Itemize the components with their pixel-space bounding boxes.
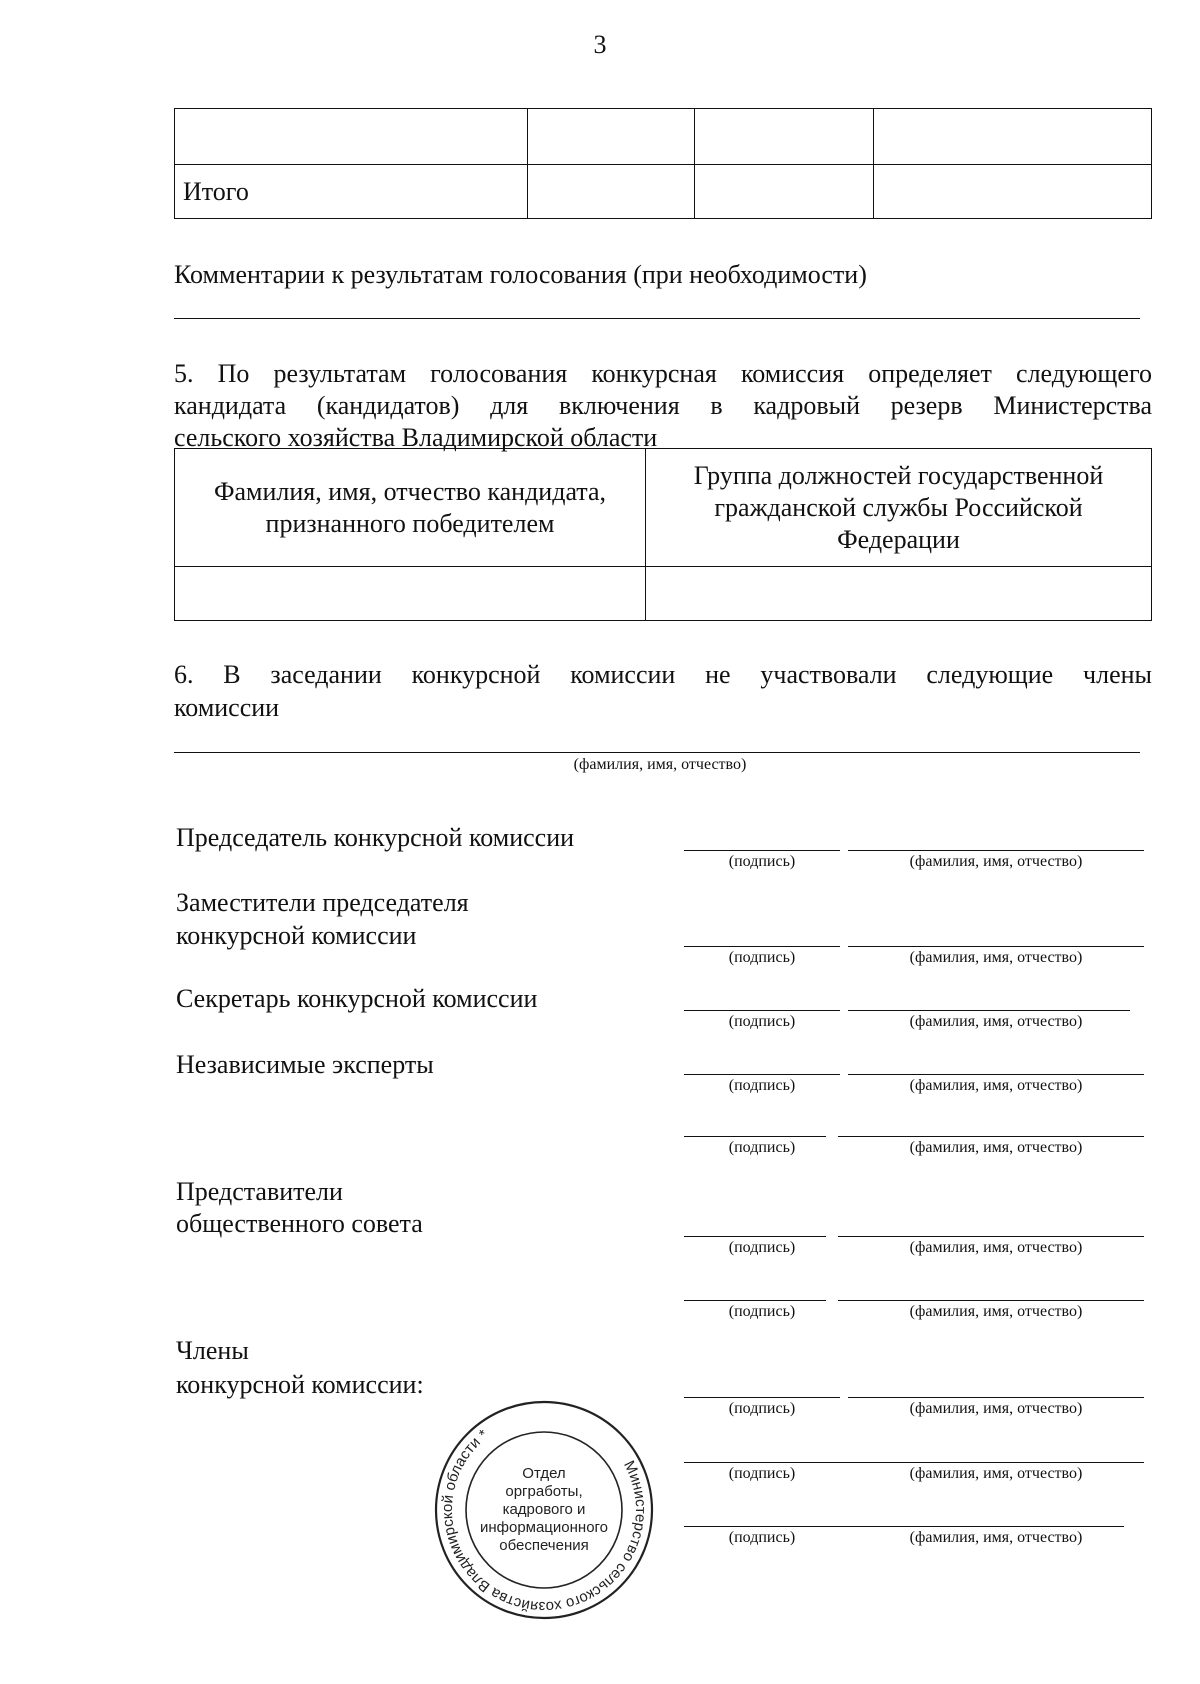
total-cell: Итого [175, 165, 528, 219]
chair-label: Председатель конкурсной комиссии [176, 823, 575, 852]
section5-line-3: сельского хозяйства Владимирской области [174, 423, 658, 452]
stamp-center-line: Отдел [522, 1465, 566, 1482]
signature-name-line [684, 1462, 1144, 1463]
name-line [848, 946, 1144, 947]
signature-line [684, 1397, 840, 1398]
stamp-center-line: оргработы, [505, 1483, 583, 1500]
deputies-label-2: конкурсной комиссии [176, 921, 417, 950]
table-cell [528, 109, 695, 165]
signature-line [684, 1236, 826, 1237]
table-cell [175, 109, 528, 165]
signature-caption: (подпись) [728, 1239, 796, 1256]
table-cell [695, 165, 874, 219]
name-caption: (фамилия, имя, отчество) [909, 1077, 1083, 1094]
signature-line [684, 850, 840, 851]
signature-caption: (подпись) [728, 1465, 796, 1482]
comments-line [174, 318, 1140, 319]
name-caption: (фамилия, имя, отчество) [909, 1013, 1083, 1030]
table-cell [646, 567, 1152, 621]
name-caption: (фамилия, имя, отчество) [909, 949, 1083, 966]
official-stamp [432, 1398, 656, 1622]
members-label-2: конкурсной комиссии: [176, 1370, 424, 1399]
table-cell [175, 567, 646, 621]
table-cell [695, 109, 874, 165]
experts-label: Независимые эксперты [176, 1050, 434, 1079]
name-caption: (фамилия, имя, отчество) [909, 1239, 1083, 1256]
signature-caption: (подпись) [728, 1303, 796, 1320]
council-label-2: общественного совета [176, 1209, 423, 1238]
header-position-group: Группа должностей государственной гражданской службы Российской Федерации [646, 449, 1152, 567]
winner-table [174, 448, 1152, 621]
results-table [174, 108, 1152, 219]
absent-members-line [174, 752, 1140, 753]
table-cell [874, 165, 1152, 219]
name-caption: (фамилия, имя, отчество) [909, 1400, 1083, 1417]
signature-caption: (подпись) [728, 1013, 796, 1030]
name-line [848, 1074, 1144, 1075]
signature-caption: (подпись) [728, 853, 796, 870]
name-line [848, 1010, 1130, 1011]
secretary-label: Секретарь конкурсной комиссии [176, 984, 538, 1013]
page-number: 3 [593, 30, 607, 59]
table-row [175, 109, 1152, 165]
name-line [838, 1236, 1144, 1237]
name-caption: (фамилия, имя, отчество) [909, 1529, 1083, 1546]
name-caption: (фамилия, имя, отчество) [909, 1465, 1083, 1482]
section6-line-2: комиссии [174, 693, 280, 722]
signature-caption: (подпись) [728, 1139, 796, 1156]
members-label-1: Члены [176, 1336, 249, 1365]
name-caption: (фамилия, имя, отчество) [909, 853, 1083, 870]
section6-line-1: 6. В заседании конкурсной комиссии не участвовали следующие члены [174, 660, 1152, 689]
signature-caption: (подпись) [728, 1400, 796, 1417]
signature-caption: (подпись) [728, 1529, 796, 1546]
name-line [838, 1136, 1144, 1137]
table-row [175, 165, 1152, 219]
absent-members-caption: (фамилия, имя, отчество) [573, 756, 747, 773]
name-line [848, 850, 1144, 851]
stamp-center-line: кадрового и [502, 1501, 586, 1518]
council-label-1: Представители [176, 1177, 343, 1206]
table-cell [874, 109, 1152, 165]
name-line [848, 1397, 1144, 1398]
stamp-center-line: обеспечения [499, 1537, 589, 1554]
section5-line-2: кандидата (кандидатов) для включения в кадровый резерв Министерства [174, 391, 1152, 420]
deputies-label-1: Заместители председателя [176, 888, 469, 917]
table-cell [528, 165, 695, 219]
stamp-center-line: информационного [479, 1519, 609, 1536]
table-header-row [175, 449, 1152, 567]
signature-caption: (подпись) [728, 949, 796, 966]
signature-line [684, 946, 840, 947]
name-line [838, 1300, 1144, 1301]
comments-label: Комментарии к результатам голосования (при необходимости) [174, 260, 867, 289]
signature-name-line [684, 1526, 1124, 1527]
section5-line-1: 5. По результатам голосования конкурсная комиссия определяет следующего [174, 359, 1152, 388]
name-caption: (фамилия, имя, отчество) [909, 1303, 1083, 1320]
signature-line [684, 1300, 826, 1301]
header-candidate-name: Фамилия, имя, отчество кандидата, признанного победителем [175, 449, 646, 567]
signature-line [684, 1010, 840, 1011]
name-caption: (фамилия, имя, отчество) [909, 1139, 1083, 1156]
stamp-ring-text: Министерство сельского хозяйства Владимирской области * [438, 1426, 650, 1616]
signature-line [684, 1074, 840, 1075]
signature-caption: (подпись) [728, 1077, 796, 1094]
table-row [175, 567, 1152, 621]
signature-line [684, 1136, 826, 1137]
